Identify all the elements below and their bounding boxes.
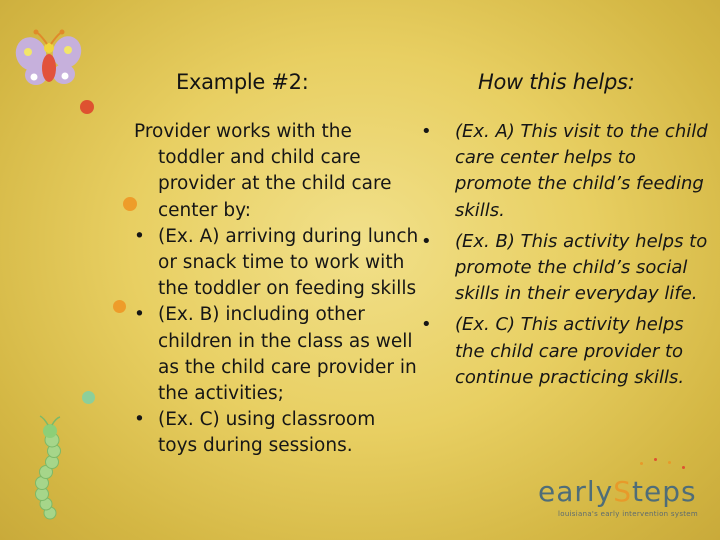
logo-word-part: teps (632, 475, 697, 508)
logo-wordmark (538, 475, 698, 508)
list-item (134, 224, 419, 303)
butterfly-icon (14, 28, 84, 94)
bullet-text: (Ex. C) using classroom toys during sessions. (158, 409, 376, 457)
decorative-dot-red (80, 100, 94, 114)
left-column (134, 119, 419, 460)
logo-accent-dot (682, 466, 685, 469)
list-item (134, 407, 419, 459)
left-bullet-list (134, 224, 419, 460)
list-item (421, 119, 717, 224)
bullet-icon: • (421, 314, 432, 336)
logo-accent-dot (668, 461, 671, 464)
list-item (421, 229, 717, 308)
bullet-text: (Ex. C) This activity helps the child care provider to continue practicing skills. (455, 314, 685, 388)
early-steps-logo (538, 475, 699, 518)
caterpillar-icon (28, 415, 74, 520)
list-item (134, 302, 419, 407)
right-bullet-list (421, 119, 717, 391)
decorative-dot-orange (113, 300, 126, 313)
decorative-dot-green (82, 391, 95, 404)
bullet-icon: • (134, 304, 145, 326)
bullet-text: (Ex. B) This activity helps to promote the child’s social skills in their everyday life. (455, 230, 708, 305)
bullet-icon: • (134, 225, 145, 247)
left-heading: Example #2: (176, 70, 309, 94)
logo-tagline: louisiana's early intervention system (558, 510, 699, 518)
logo-word-part: S (613, 475, 633, 508)
logo-accent-dot (654, 458, 657, 461)
bullet-icon: • (421, 121, 432, 142)
right-heading: How this helps: (478, 70, 635, 94)
bullet-text: (Ex. B) including other children in the class as well as the child care provider in the activities; (158, 304, 417, 405)
intro-text: Provider works with the toddler and child care provider at the child care center by: (134, 121, 392, 221)
logo-accent-dot (640, 462, 643, 465)
bullet-icon: • (134, 409, 145, 431)
bullet-text: (Ex. A) arriving during lunch or snack time to work with the toddler on feeding skills (158, 225, 419, 300)
bullet-text: (Ex. A) This visit to the child care center helps to promote the child’s feeding skills. (455, 121, 708, 221)
logo-word-part: early (538, 475, 614, 508)
bullet-icon: • (421, 230, 432, 252)
list-item (421, 312, 717, 391)
right-column (421, 119, 717, 391)
